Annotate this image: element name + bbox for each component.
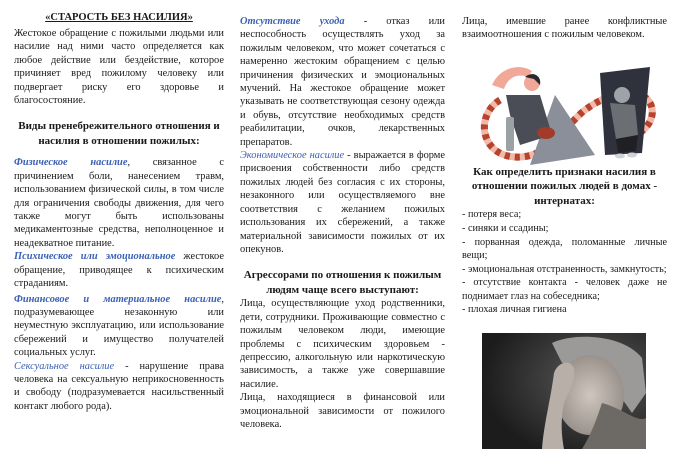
aggressors-paragraph-3: Лица, имевшие ранее конфликтные взаимоотношения с пожилым человеком. xyxy=(462,16,667,41)
sign-item: - синяки и ссадины; xyxy=(462,222,549,234)
sign-item: - отсутствие контакта - человек даже не поднимает глаз на собеседника; xyxy=(462,277,667,302)
signs-heading: Как определить признаки насилия в отношении пожилых людей в домах - интернатах: xyxy=(471,165,658,207)
sign-item: - плохая личная гигиена xyxy=(462,304,567,316)
column-1 xyxy=(14,0,224,413)
physical-violence-term: Физическое насилие xyxy=(14,157,128,169)
sign-item: - потеря веса; xyxy=(462,209,522,221)
financial-violence-paragraph xyxy=(14,293,224,360)
signs-list xyxy=(462,208,667,317)
abuse-illustration xyxy=(470,55,670,165)
elderly-woman-photo xyxy=(482,333,646,449)
sexual-violence-paragraph xyxy=(14,360,224,414)
sexual-violence-term: Сексуальное насилие xyxy=(14,360,115,372)
sexual-violence-text: - нарушение права человека на сексуальную неприкосновенность и свободу (подразумевается насильственный контакт любого рода). xyxy=(14,360,224,412)
economic-violence-paragraph xyxy=(240,149,445,256)
brochure-title: «СТАРОСТЬ БЕЗ НАСИЛИЯ» xyxy=(45,12,193,23)
physical-violence-paragraph xyxy=(14,156,224,250)
neglect-paragraph xyxy=(240,15,445,149)
financial-violence-text: , подразумевающее незаконную или неуместную эксплуатацию, или использование сбережений и имущество получателей социальных услуг. xyxy=(14,293,224,359)
economic-violence-text: - выражается в форме присвоения собственности либо средств пожилых людей без согласия с их стороны, незаконного или осуществляемого вне соответствия с желанием пожилых использования их сбережений, а также материальной зависимости пожилых от их опекунов. xyxy=(240,150,445,255)
sign-item: - порванная одежда, поломанные личные вещи; xyxy=(462,236,667,262)
physical-violence-text: , связанное с причинением боли, нанесением травм, использованием физической силы, в том числе для ограничения свободы движения, для чего также могут быть использованы медикаментозные средства, неполноценное и неадекватное питание. xyxy=(14,157,224,249)
column-2 xyxy=(240,0,445,431)
aggressors-paragraph-1: Лица, осуществляющие уход родственники, дети, сотрудники. Проживающие совместно с пожилым человеком люди, имеющие проблемы с психическим здоровьем - депрессию, алкогольную или наркотическую зависимость, а также уже совершавшие насилие. xyxy=(240,298,445,390)
economic-violence-term: Экономическое насилие xyxy=(240,150,345,162)
psychological-violence-paragraph xyxy=(14,250,224,290)
neglect-text: - отказ или неспособность осуществлять уход за пожилым человеком, что может сочетаться с намеренно жестоким обращением с целью причинения физических и эмоциональных мучений. На жестокое обращение может указывать не соответствующая сезону одежда и обувь, отсутствие необходимых средств реабилитации, очков, лекарственных препаратов. xyxy=(240,16,445,148)
neglect-term: Отсутствие ухода xyxy=(240,16,345,27)
psychological-violence-term: Психическое или эмоциональное xyxy=(14,251,176,263)
aggressors-paragraph-2: Лица, находящиеся в финансовой или эмоциональной зависимости от пожилого человека. xyxy=(240,392,445,430)
aggressors-heading: Агрессорами по отношения к пожилым людям чаще всего выступают: xyxy=(243,269,442,296)
sign-item: - эмоциональная отстраненность, замкнутость; xyxy=(462,263,667,275)
man-figure xyxy=(492,67,555,151)
psychological-violence-text: жестокое обращение, приводящее к психическим страданиям. xyxy=(14,251,224,290)
types-heading: Виды пренебрежительного отношения и насилия в отношении пожилых: xyxy=(18,120,220,147)
intro-paragraph: Жестокое обращение с пожилыми людьми или насилие над ними часто определяется как любое действие или бездействие, которое причиняет вред пожилому человеку или подвергает риску его здоровье и благосостояние. xyxy=(14,28,224,107)
financial-violence-term: Финансовое и материальное насилие xyxy=(14,293,222,305)
